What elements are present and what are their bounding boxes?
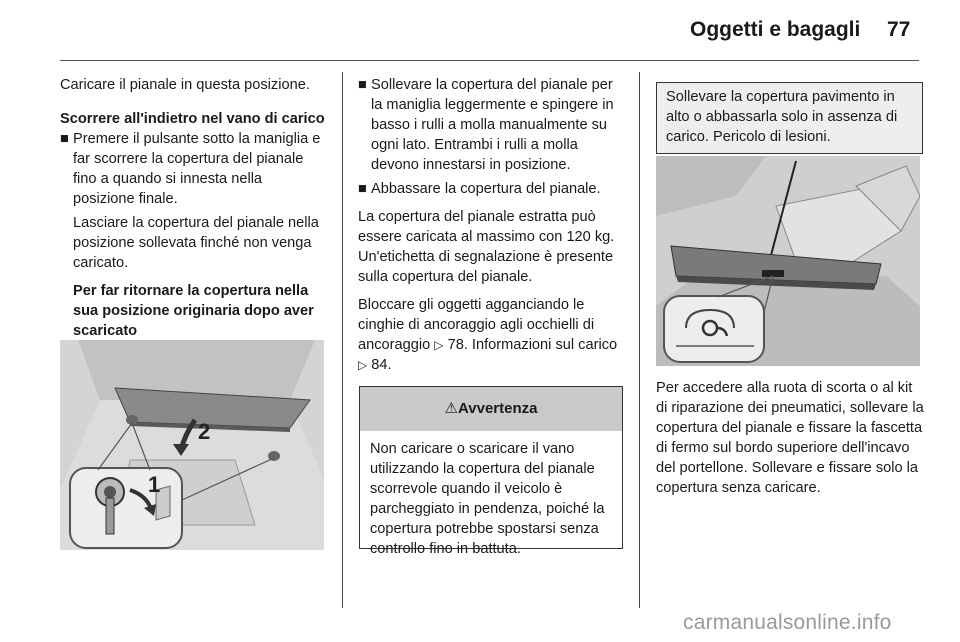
warning-title: Avvertenza [457,400,538,417]
load-info-text: Informazioni sul carico [471,337,618,353]
column-2 [358,75,623,383]
bullet-icon: ■ [358,77,367,93]
load-floor-figure [60,340,324,550]
intro-paragraph: Caricare il pianale in questa posizione. [60,77,310,93]
paragraph-load-limit: La copertura del pianale estratta può essere caricata al massimo con 120 kg. Un'etichetta di segnalazione è presente sulla copertura del pianale. [358,209,615,285]
header-rule [60,60,919,61]
page-number: 77 [887,18,911,41]
page-ref-link[interactable]: 84 [371,357,388,373]
paragraph-leave-raised: Lasciare la copertura del pianale nella posizione sollevata finché non venga caricato. [73,215,319,271]
floor-cover-figure [656,156,920,366]
warning-icon: ⚠ [444,400,458,417]
column-divider-1 [342,72,343,608]
watermark: carmanualsonline.info [683,611,892,634]
bullet-icon: ■ [60,131,69,147]
bullet-item [358,75,623,175]
paragraph-spare-wheel: Per accedere alla ruota di scorta o al kit di riparazione dei pneumatici, sollevare la copertura del pianale e fissare la fascetta di fermo sul bordo superiore dell'incavo del portellone. Sollevare e fissare solo la copertura senza caricare. [656,380,924,496]
column-1 [60,75,325,349]
caution-box: Sollevare la copertura pavimento in alto o abbassarla solo in assenza di carico. Pericolo di lesioni. [656,82,923,154]
bullet-text: Abbassare la copertura del pianale. [371,181,601,197]
warning-box [359,386,623,557]
floor-cover-illustration [656,156,920,366]
bullet-item [358,179,623,199]
page-ref-link[interactable]: 78 [447,337,464,353]
bullet-text: Premere il pulsante sotto la maniglia e far scorrere la copertura del pianale fino a quando si innesta nella posizione finale. [73,131,321,207]
heading-return-cover: Per far ritornare la copertura nella sua posizione originaria dopo aver scaricato [73,283,314,339]
heading-slide-back: Scorrere all'indietro nel vano di carico [60,111,325,127]
warning-body: Non caricare o scaricare il vano utilizzando la copertura del pianale scorrevole quando il veicolo è parcheggiato in pendenza, poiché la copertura potrebbe spostarsi senza controllo fino in battuta. [370,441,605,557]
bullet-item [60,129,325,209]
paragraph-anchoring: Bloccare gli oggetti agganciando le cinghie di ancoraggio agli occhielli di ancoraggio ▷ 78. Informazioni sul carico ▷ 84. [358,297,618,373]
bullet-icon: ■ [358,181,367,197]
section-title: Oggetti e bagagli [690,18,861,41]
column-divider-2 [639,72,640,608]
ref-arrow-icon: ▷ [358,358,368,372]
load-floor-illustration [60,340,324,550]
warning-header [360,386,622,431]
figure-label-1: 1 [148,472,161,497]
ref-arrow-icon: ▷ [434,338,444,352]
figure-label-2: 2 [198,419,211,444]
anchoring-text: Bloccare gli oggetti agganciando le cinghie di ancoraggio agli occhielli di ancoraggio [358,297,595,353]
bullet-text: Sollevare la copertura del pianale per la maniglia leggermente e spingere in basso i rulli a molla manualmente su ogni lato. Entrambi i rulli a molla devono innestarsi in posizione. [371,77,614,173]
column-3-text [656,378,924,506]
